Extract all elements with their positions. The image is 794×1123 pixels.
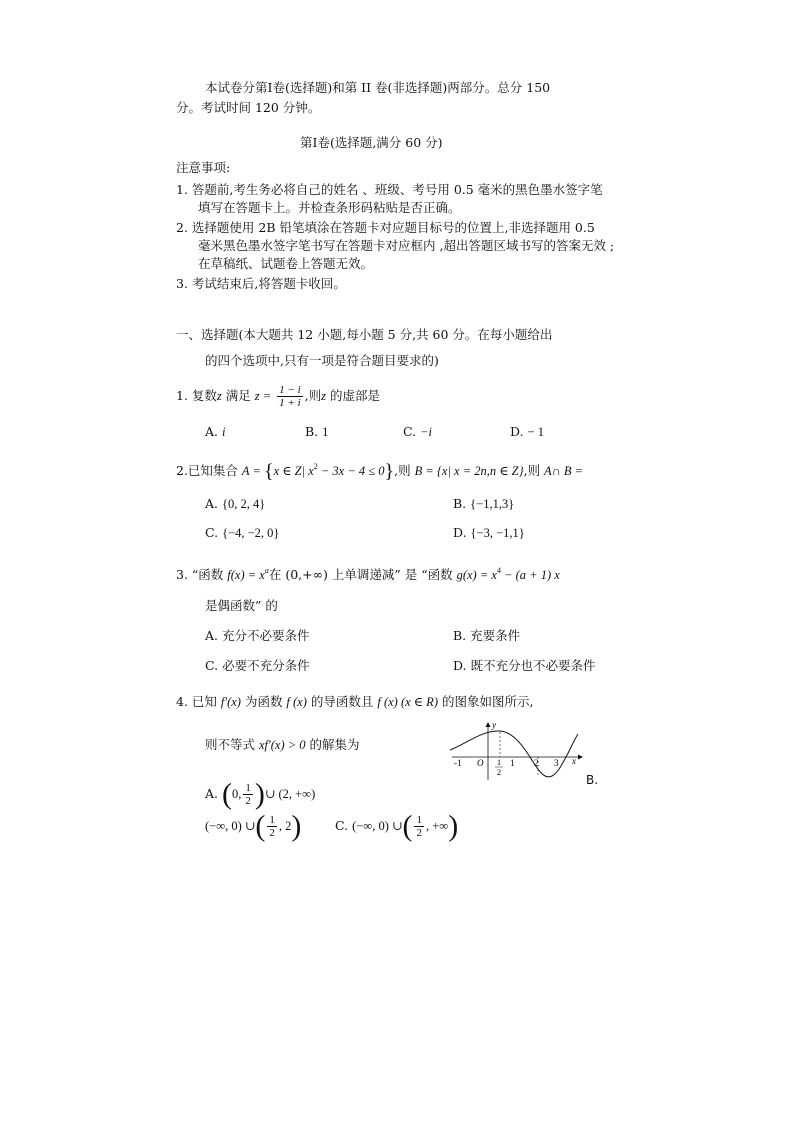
question-2: 2.已知集合 A = {x ∈ Z| $x^2 - 3x - 4 \le 0$},则 B = {x| x = 2n,n ∈ Z},则 A∩ B = (176, 460, 584, 483)
q2-option-a: A. {0, 2, 4} (205, 496, 266, 511)
q1-option-b: B. 1 (305, 424, 329, 439)
tick-half-den: 2 (497, 768, 501, 777)
q4-option-c-fraction: $\frac{1}{2}$ (416, 814, 422, 839)
tick-2: 2 (534, 758, 539, 768)
q3-line-2: 是偶函数” 的 (205, 598, 278, 613)
q4-option-a: A. (0, $\frac{1}{2}$ )∪ (2, +∞) (205, 777, 316, 811)
intro-line-1: 本试卷分第Ⅰ卷(选择题)和第 II 卷(非选择题)两部分。总分 150 (205, 80, 551, 95)
q2-option-b: B. {−1,1,3} (453, 496, 515, 511)
intro-line-2: 分。考试时间 120 分钟。 (176, 100, 321, 115)
q2-option-c: C. {−4, −2, 0} (205, 525, 280, 540)
q1-option-a: A. i (205, 424, 226, 439)
notes-heading: 注意事项: (176, 160, 231, 175)
question-4: 4. 已知 f′(x) 为函数 f (x) 的导函数且 f (x) (x ∈ R) 的图象如图所示, (176, 694, 534, 709)
notes-item-2c: 在草稿纸、试题卷上答题无效。 (198, 256, 374, 271)
q3-option-c: C. 必要不充分条件 (205, 658, 310, 673)
notes-item-3: 3. 考试结束后,将答题卡收回。 (176, 276, 346, 291)
q4-line-2: 则不等式 xf′(x) > 0 的解集为 (205, 737, 360, 752)
q1-fraction: $\frac{1 - i}{1 + i}$ (279, 384, 301, 409)
notes-item-2a: 2. 选择题使用 2B 铅笔填涂在答题卡对应题目标号的位置上,非选择题用 0.5 (176, 220, 595, 235)
q4-option-b: (−∞, 0) ∪( $\frac{1}{2}$ , 2) (205, 809, 302, 843)
q4-option-c: C. (−∞, 0) ∪( $\frac{1}{2}$ , +∞) (335, 809, 459, 843)
q3-option-b: B. 充要条件 (453, 628, 521, 643)
y-label: y (492, 720, 496, 730)
q4-option-b-fraction: $\frac{1}{2}$ (269, 814, 275, 839)
part1-line-1: 一、选择题(本大题共 12 小题,每小题 5 分,共 60 分。在每小题给出 (176, 327, 553, 342)
q3-option-a: A. 充分不必要条件 (205, 628, 310, 643)
curve (450, 731, 578, 777)
part1-line-2: 的四个选项中,只有一项是符合题目要求的) (205, 353, 439, 368)
origin-label: O (477, 758, 484, 768)
tick-3: 3 (554, 758, 559, 768)
section-title: 第Ⅰ卷(选择题,满分 60 分) (300, 135, 443, 150)
notes-item-1b: 填写在答题卡上。并检查条形码粘贴是否正确。 (198, 200, 461, 215)
q4-option-b-label: B. (586, 773, 599, 787)
q1-option-c: C. −i (403, 424, 432, 439)
q4-option-a-fraction: $\frac{1}{2}$ (245, 782, 251, 807)
q3-option-d: D. 既不充分也不必要条件 (453, 658, 596, 673)
q1-option-d: D. − 1 (510, 424, 544, 439)
q4-derivative-graph (448, 720, 588, 782)
x-axis-arrow-icon (578, 755, 583, 760)
tick-minus-1: -1 (454, 758, 462, 768)
y-axis-arrow-icon (486, 722, 491, 727)
tick-1: 1 (510, 758, 515, 768)
notes-item-1a: 1. 答题前,考生务必将自己的姓名 、班级、考号用 0.5 毫米的黑色墨水签字笔 (176, 182, 603, 197)
x-label: x (572, 756, 576, 766)
notes-item-2b: 毫米黑色墨水签字笔书写在答题卡对应框内 ,超出答题区域书写的答案无效 ; (198, 238, 615, 253)
question-3: 3. “函数 $f(x) = x^a$在 (0,+∞) 上单调递减” 是 “函数 $g(x) = x^4 - (a + 1)$ x (176, 566, 560, 582)
q2-option-d: D. {−3, −1,1} (453, 525, 525, 540)
question-1: 1. 复数z 满足 z = $\frac{1 - i}{1 + i}$ ,则z 的虚部是 (176, 384, 380, 409)
tick-half-num: 1 (497, 758, 501, 767)
